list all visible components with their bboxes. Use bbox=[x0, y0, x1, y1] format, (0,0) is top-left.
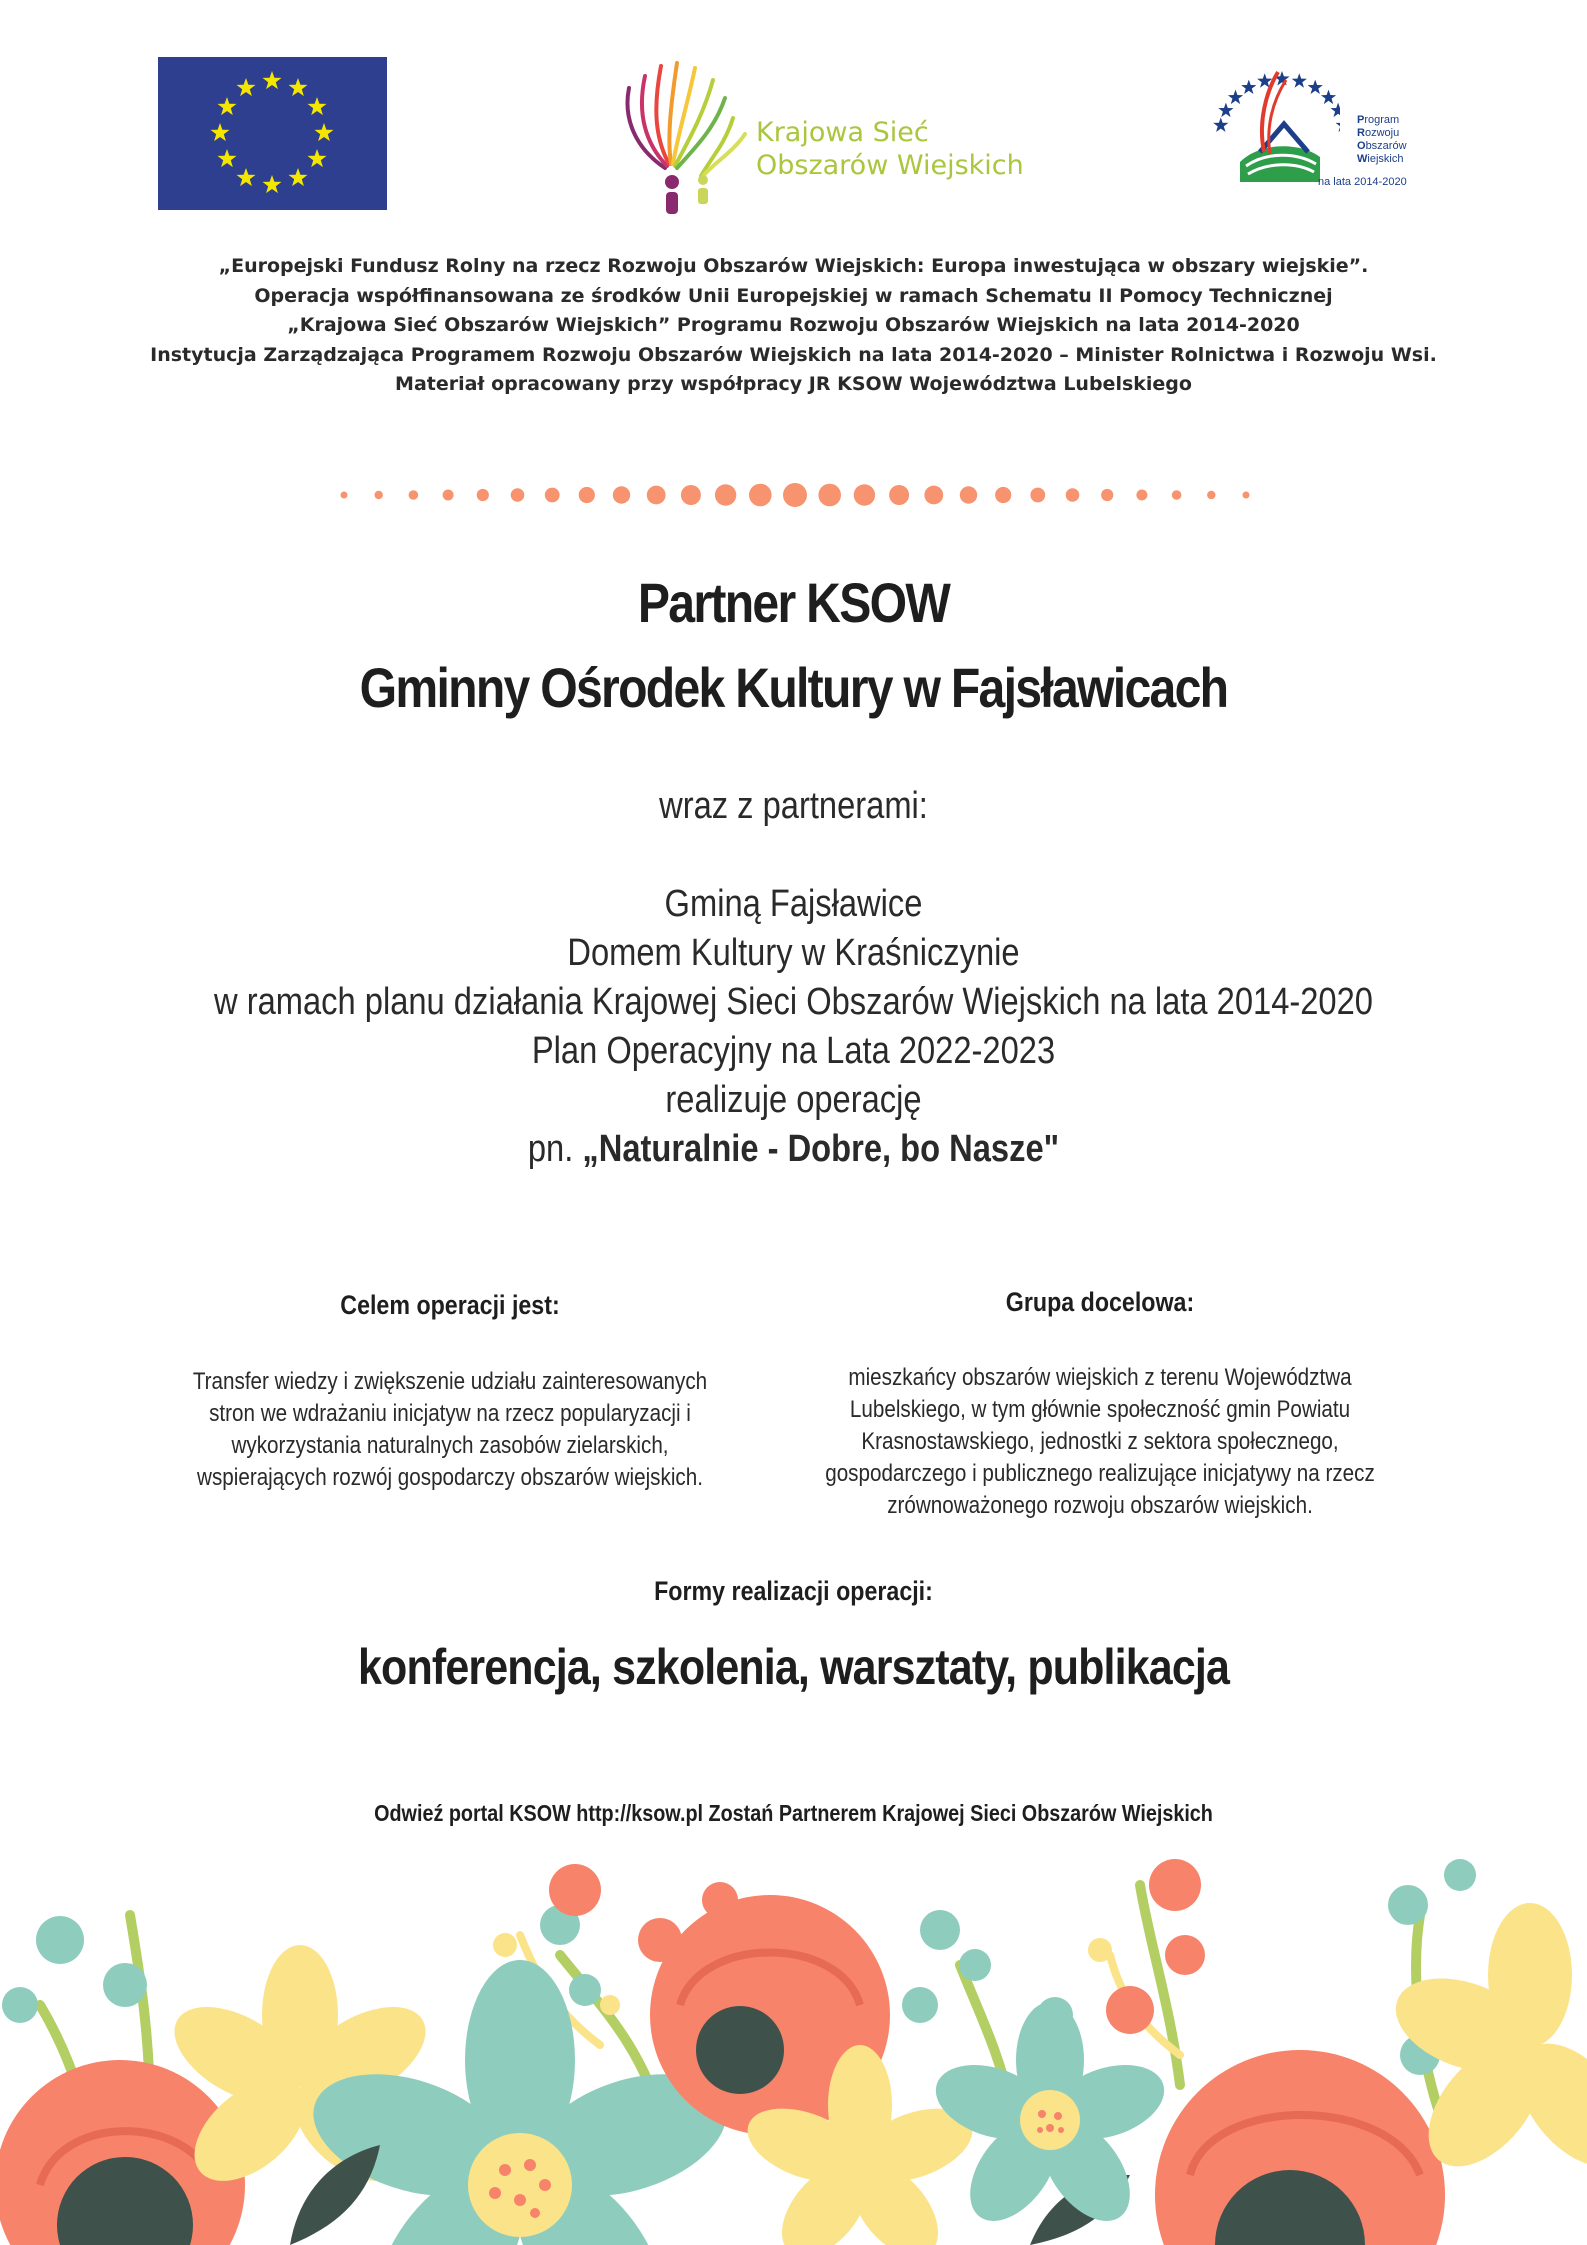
target-group-line: gospodarczego i publicznego realizujące inicjatywy na rzecz bbox=[825, 1460, 1375, 1487]
flower-border-icon bbox=[0, 1855, 1587, 2245]
divider-dot bbox=[341, 492, 348, 499]
divider-dot bbox=[511, 488, 525, 502]
forms-value: konferencja, szkolenia, warsztaty, publikacja bbox=[357, 1639, 1230, 1695]
target-group-line: Lubelskiego, w tym głównie społeczność gmin Powiatu bbox=[849, 1396, 1351, 1423]
divider-dot bbox=[818, 484, 841, 507]
prow-years: na lata 2014-2020 bbox=[1318, 176, 1407, 188]
eu-star-icon bbox=[263, 175, 282, 193]
funding-line: Operacja współfinansowana ze środków Unii Europejskiej w ramach Schematu II Pomocy Technicznej bbox=[254, 284, 1333, 307]
eu-star-icon bbox=[308, 97, 327, 115]
partner-line: Domem Kultury w Kraśniczynie bbox=[567, 932, 1020, 974]
divider-dot bbox=[854, 484, 875, 505]
ksow-name-line2: Obszarów Wiejskich bbox=[756, 150, 1024, 181]
divider-dot bbox=[960, 486, 977, 503]
target-group-text bbox=[808, 1362, 1393, 1522]
target-group-line: Krasnostawskiego, jednostki z sektora społecznego, bbox=[861, 1428, 1339, 1455]
divider-dot bbox=[477, 489, 489, 501]
eu-star-icon bbox=[211, 123, 230, 141]
divider-dot bbox=[1030, 488, 1045, 503]
prow-star-icon bbox=[1331, 103, 1341, 118]
goal-line: stron we wdrażaniu inicjatyw na rzecz popularyzacji i bbox=[209, 1400, 691, 1427]
prow-star-icon bbox=[1228, 90, 1243, 105]
eu-star-icon bbox=[315, 123, 334, 141]
prow-star-icon bbox=[1241, 80, 1256, 94]
divider-dot bbox=[1066, 488, 1080, 502]
prow-star-icon bbox=[1213, 117, 1228, 131]
eu-star-icon bbox=[289, 78, 308, 96]
operation-name-line bbox=[111, 1125, 1476, 1174]
prow-star-icon bbox=[1336, 117, 1340, 131]
divider-dot bbox=[749, 484, 772, 507]
eu-star-icon bbox=[308, 149, 327, 167]
eu-star-icon bbox=[237, 168, 256, 186]
divider-dot bbox=[1172, 490, 1182, 500]
funding-line: Instytucja Zarządzająca Programem Rozwoju Obszarów Wiejskich na lata 2014-2020 – Minister Rolnictwa i Rozwoju Wsi. bbox=[150, 343, 1437, 366]
prow-emblem-icon bbox=[1200, 62, 1340, 194]
footer-portal-text: Odwieź portal KSOW http://ksow.pl Zostań Partnerem Krajowej Sieci Obszarów Wiejskich bbox=[374, 1800, 1213, 1826]
plan-line: Plan Operacyjny na Lata 2022-2023 bbox=[531, 1030, 1056, 1072]
partners-block bbox=[111, 880, 1476, 1174]
divider-dot bbox=[715, 484, 736, 505]
divider-dot bbox=[924, 486, 943, 505]
prow-name: Program Rozwoju Obszarów Wiejskich bbox=[1357, 114, 1407, 165]
title-organization: Gminny Ośrodek Kultury w Fajsławicach bbox=[359, 656, 1228, 719]
funding-statement bbox=[90, 252, 1497, 400]
goal-line: Transfer wiedzy i zwiększenie udziału zainteresowanych bbox=[192, 1368, 708, 1395]
eu-star-icon bbox=[218, 149, 237, 167]
divider-dot bbox=[1207, 491, 1215, 499]
divider-dot bbox=[1243, 492, 1250, 499]
target-group-line: zrównoważonego rozwoju obszarów wiejskich. bbox=[887, 1492, 1313, 1519]
divider-dot bbox=[545, 488, 560, 503]
dot-divider-icon bbox=[340, 475, 1250, 515]
eu-star-icon bbox=[289, 168, 308, 186]
prow-logo bbox=[1200, 62, 1430, 194]
divider-dot bbox=[443, 490, 454, 501]
funding-line: „Europejski Fundusz Rolny na rzecz Rozwoju Obszarów Wiejskich: Europa inwestująca w obszary wiejskie”. bbox=[218, 255, 1369, 277]
target-group-heading: Grupa docelowa: bbox=[1005, 1287, 1195, 1317]
divider-dot bbox=[409, 490, 419, 500]
with-partners-label: wraz z partnerami: bbox=[659, 785, 928, 827]
divider-dot bbox=[1136, 490, 1147, 501]
goal-line: wspierających rozwój gospodarczy obszarów wiejskich. bbox=[197, 1464, 703, 1491]
divider-dot bbox=[995, 487, 1011, 503]
funding-line: Materiał opracowany przy współpracy JR KSOW Województwa Lubelskiego bbox=[395, 373, 1192, 395]
goal-text bbox=[158, 1366, 743, 1494]
divider-dot bbox=[579, 487, 595, 503]
divider-dot bbox=[681, 485, 701, 505]
divider-dot bbox=[1101, 489, 1113, 501]
prow-star-icon bbox=[1292, 73, 1307, 88]
ksow-name-line1: Krajowa Sieć bbox=[756, 117, 929, 148]
title-partner: Partner KSOW bbox=[637, 571, 950, 634]
divider-dot bbox=[783, 483, 807, 507]
prow-star-icon bbox=[1321, 90, 1336, 105]
plan-line: realizuje operację bbox=[665, 1079, 922, 1121]
funding-line: „Krajowa Sieć Obszarów Wiejskich” Programu Rozwoju Obszarów Wiejskich na lata 2014-2020 bbox=[287, 314, 1300, 336]
eu-star-icon bbox=[263, 71, 282, 89]
divider-dot bbox=[889, 485, 909, 505]
plan-line: w ramach planu działania Krajowej Sieci Obszarów Wiejskich na lata 2014-2020 bbox=[214, 981, 1373, 1023]
eu-star-icon bbox=[237, 78, 256, 96]
target-group-line: mieszkańcy obszarów wiejskich z terenu Województwa bbox=[848, 1364, 1352, 1391]
operation-name: „Naturalnie - Dobre, bo Nasze" bbox=[582, 1128, 1060, 1170]
prow-star-icon bbox=[1308, 80, 1323, 94]
divider-dot bbox=[613, 486, 630, 503]
divider-dot bbox=[375, 491, 383, 499]
goal-line: wykorzystania naturalnych zasobów zielarskich, bbox=[231, 1432, 669, 1459]
eu-flag-logo bbox=[158, 57, 387, 210]
prow-star-icon bbox=[1218, 103, 1233, 118]
ksow-logo bbox=[615, 58, 1024, 214]
forms-heading: Formy realizacji operacji: bbox=[654, 1576, 933, 1606]
eu-star-icon bbox=[218, 97, 237, 115]
goal-heading: Celem operacji jest: bbox=[340, 1290, 560, 1320]
eu-stars-icon bbox=[158, 57, 387, 210]
operation-prefix: pn. bbox=[527, 1128, 574, 1170]
partner-line: Gminą Fajsławice bbox=[664, 883, 923, 925]
ksow-tree-icon bbox=[615, 58, 765, 214]
divider-dot bbox=[647, 486, 666, 505]
